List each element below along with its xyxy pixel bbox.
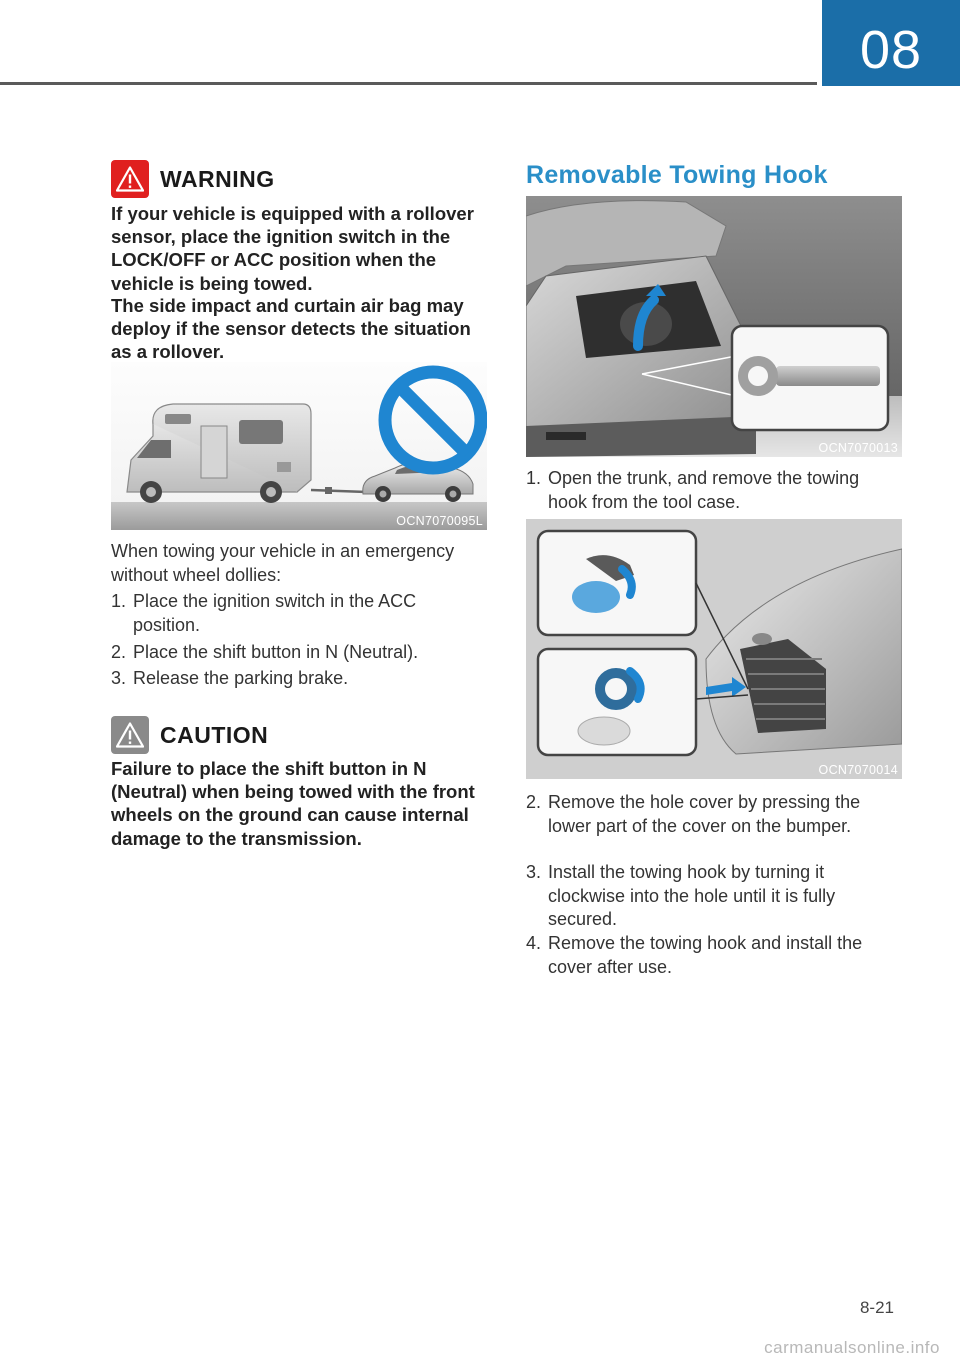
towing-intro: When towing your vehicle in an emergency without wheel dollies: [111, 541, 455, 585]
step-number: 3. [526, 862, 542, 882]
warning-header [111, 160, 275, 198]
step-text: Place the shift button in N (Neutral). [133, 642, 419, 662]
header-rule [0, 82, 817, 85]
list-item [526, 932, 896, 979]
caution-title: CAUTION [160, 721, 269, 748]
page-number: 8-21 [859, 1298, 894, 1317]
caution-text: Failure to place the shift button in N (Neutral) when being towed with the front wheels on the ground can cause internal damage to the transmission. [111, 758, 475, 849]
list-item [526, 861, 896, 932]
step-number: 3. [111, 668, 127, 688]
step-text: Release the parking brake. [133, 668, 349, 688]
figure-code: OCN7070095L [396, 514, 483, 528]
step-number: 2. [111, 642, 127, 662]
step-number: 1. [111, 591, 127, 611]
list-item [111, 667, 481, 691]
warning-text: If your vehicle is equipped with a rollover sensor, place the ignition switch in the LOCK/OFF or ACC position when the vehicle is being towed. [111, 203, 474, 294]
list-item [526, 467, 896, 514]
figure-bumper-hole-cover [526, 519, 902, 779]
step-number: 4. [526, 933, 542, 953]
figure-code: OCN7070014 [818, 763, 898, 777]
figure-towing-rv [111, 362, 487, 530]
caution-icon [111, 716, 149, 754]
figure-trunk-towing-hook [526, 196, 902, 457]
step-text: Place the ignition switch in the ACC position. [133, 591, 417, 635]
step-number: 2. [526, 792, 542, 812]
step-text: Open the trunk, and remove the towing hook from the tool case. [548, 468, 860, 512]
step-text: Install the towing hook by turning it clockwise into the hole until it is fully secured. [548, 862, 836, 929]
watermark: carmanualsonline.info [764, 1338, 940, 1357]
list-item [526, 791, 896, 838]
figure-code: OCN7070013 [818, 441, 898, 455]
bumper-illustration [526, 519, 902, 779]
towing-rv-illustration [111, 362, 487, 530]
list-item [111, 641, 481, 665]
warning-icon [111, 160, 149, 198]
caution-header [111, 716, 268, 754]
step-number: 1. [526, 468, 542, 488]
section-title: Removable Towing Hook [526, 161, 828, 189]
list-item [111, 590, 481, 637]
step-text: Remove the hole cover by pressing the lower part of the cover on the bumper. [548, 792, 861, 836]
step-text: Remove the towing hook and install the cover after use. [548, 933, 863, 977]
trunk-illustration [526, 196, 902, 457]
warning-text-2: The side impact and curtain air bag may deploy if the sensor detects the situation as a rollover. [111, 295, 471, 363]
chapter-tab: 08 [822, 0, 960, 86]
warning-title: WARNING [160, 165, 275, 192]
